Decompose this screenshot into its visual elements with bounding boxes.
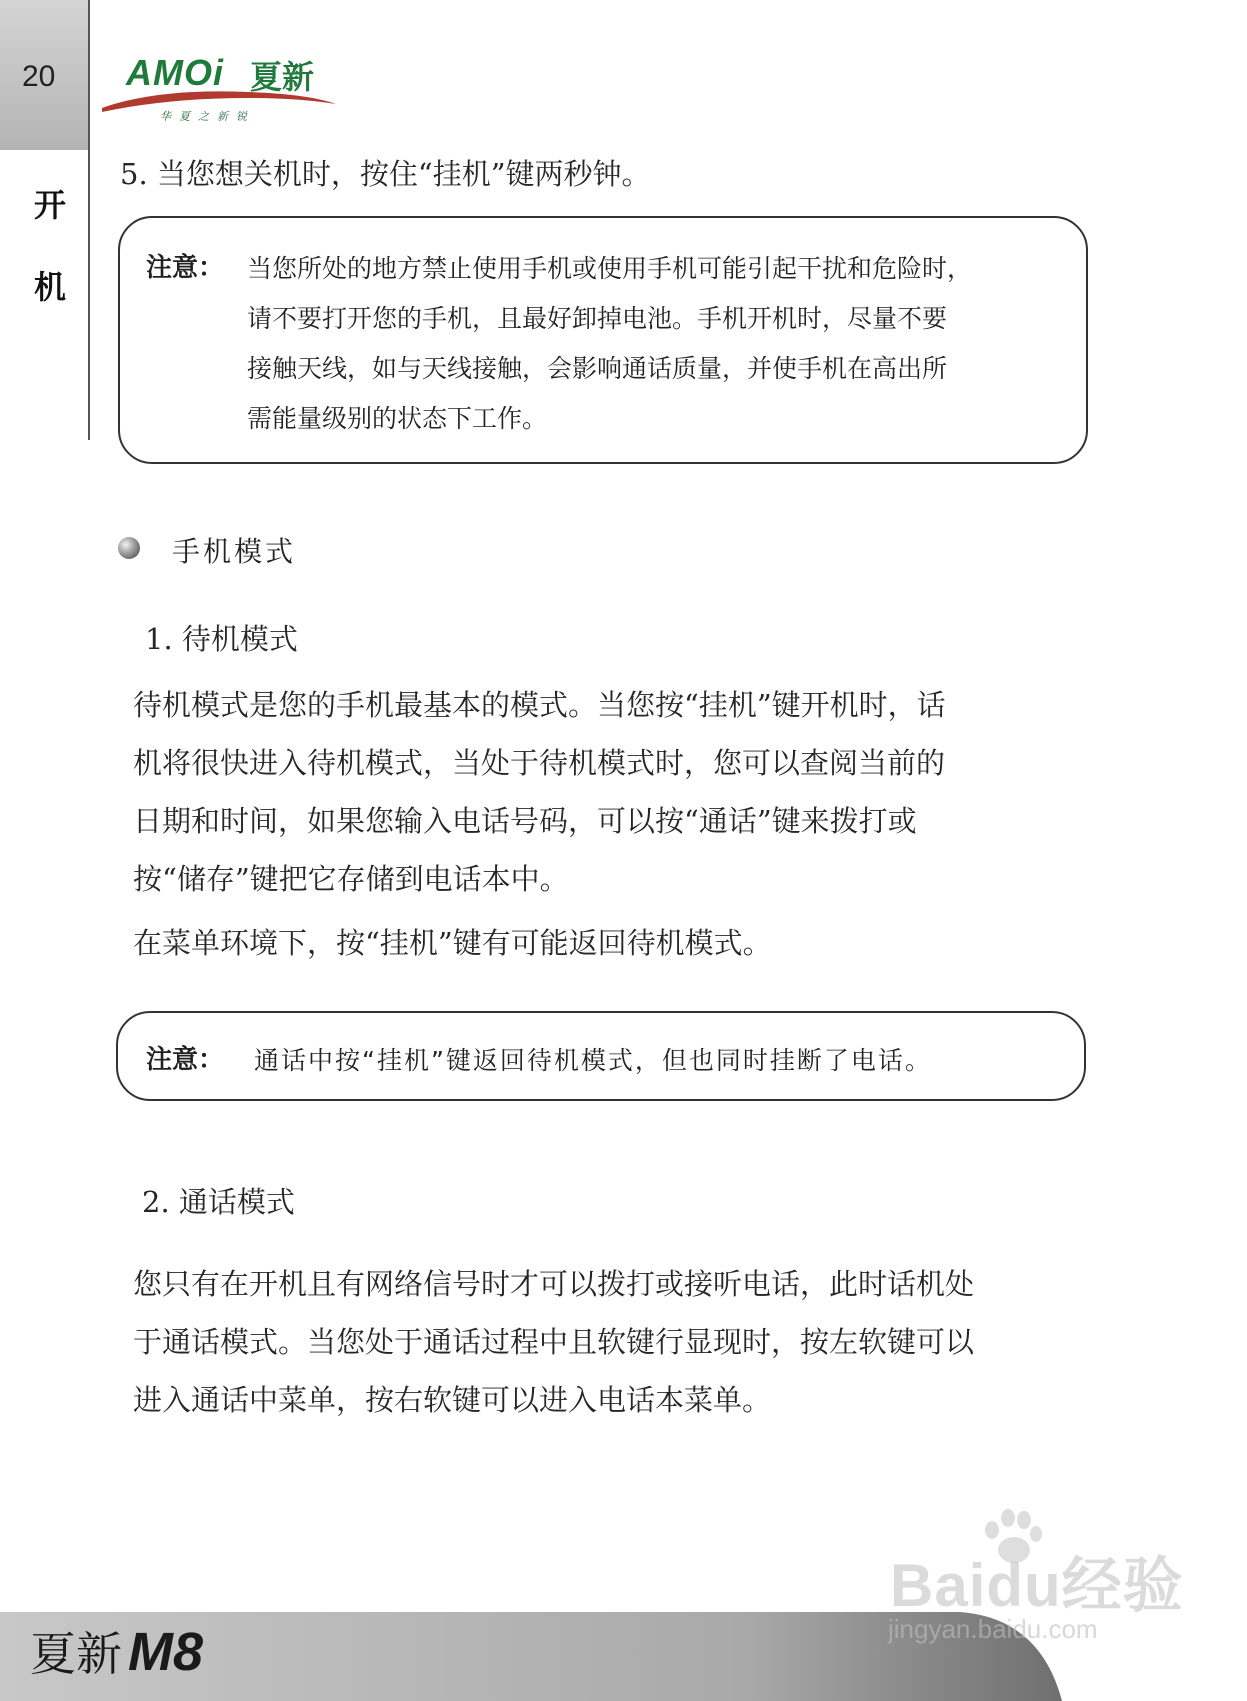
note-1-label: 注意：: [146, 253, 225, 283]
logo-brand-cn: 夏新: [250, 58, 315, 96]
standby-heading: 1. 待机模式: [145, 622, 298, 656]
standby-paragraph-line: 按“储存”键把它存储到电话本中。: [133, 862, 569, 896]
call-paragraph-line: 您只有在开机且有网络信号时才可以拨打或接听电话，此时话机处: [133, 1267, 975, 1301]
logo-brand-latin: AMOi: [126, 52, 224, 93]
call-heading: 2. 通话模式: [142, 1185, 295, 1219]
baidu-watermark-url: jingyan.baidu.com: [888, 1614, 1098, 1644]
note-1-line: 接触天线，如与天线接触，会影响通话质量，并使手机在高出所: [247, 354, 948, 383]
call-paragraph-line: 进入通话中菜单，按右软键可以进入电话本菜单。: [133, 1383, 772, 1417]
standby-paragraph-line: 机将很快进入待机模式，当处于待机模式时，您可以查阅当前的: [133, 746, 946, 780]
note-1-line: 请不要打开您的手机，且最好卸掉电池。手机开机时，尽量不要: [247, 304, 948, 333]
footer-brand-cn: 夏新: [30, 1627, 122, 1681]
note-1-line: 需能量级别的状态下工作。: [247, 404, 548, 433]
amoi-logo: [98, 50, 358, 130]
footer-model: M8: [128, 1622, 204, 1682]
baidu-watermark: Baidu经验: [890, 1552, 1184, 1619]
note-2-text: 通话中按“挂机”键返回待机模式，但也同时挂断了电话。: [254, 1046, 932, 1075]
logo-slogan: 华夏之新锐: [160, 110, 255, 123]
standby-paragraph-2: 在菜单环境下，按“挂机”键有可能返回待机模式。: [133, 926, 772, 960]
note-2-label: 注意：: [146, 1045, 225, 1075]
note-1-line: 当您所处的地方禁止使用手机或使用手机可能引起干扰和危险时，: [247, 254, 973, 283]
call-paragraph-line: 于通话模式。当您处于通话过程中且软键行显现时，按左软键可以: [133, 1325, 975, 1359]
section-bullet-icon: [118, 537, 140, 559]
standby-paragraph-line: 日期和时间，如果您输入电话号码，可以按“通话”键来拨打或: [133, 804, 917, 838]
standby-paragraph-line: 待机模式是您的手机最基本的模式。当您按“挂机”键开机时，话: [133, 688, 946, 722]
step-5-text: 5. 当您想关机时，按住“挂机”键两秒钟。: [120, 157, 651, 191]
side-tab-char-2: 机: [33, 268, 66, 306]
page-number: 20: [22, 60, 56, 93]
side-tab-char-1: 开: [33, 186, 66, 224]
side-divider: [88, 0, 90, 440]
footer-brand: [30, 1618, 203, 1684]
section-title: 手机模式: [172, 535, 297, 568]
